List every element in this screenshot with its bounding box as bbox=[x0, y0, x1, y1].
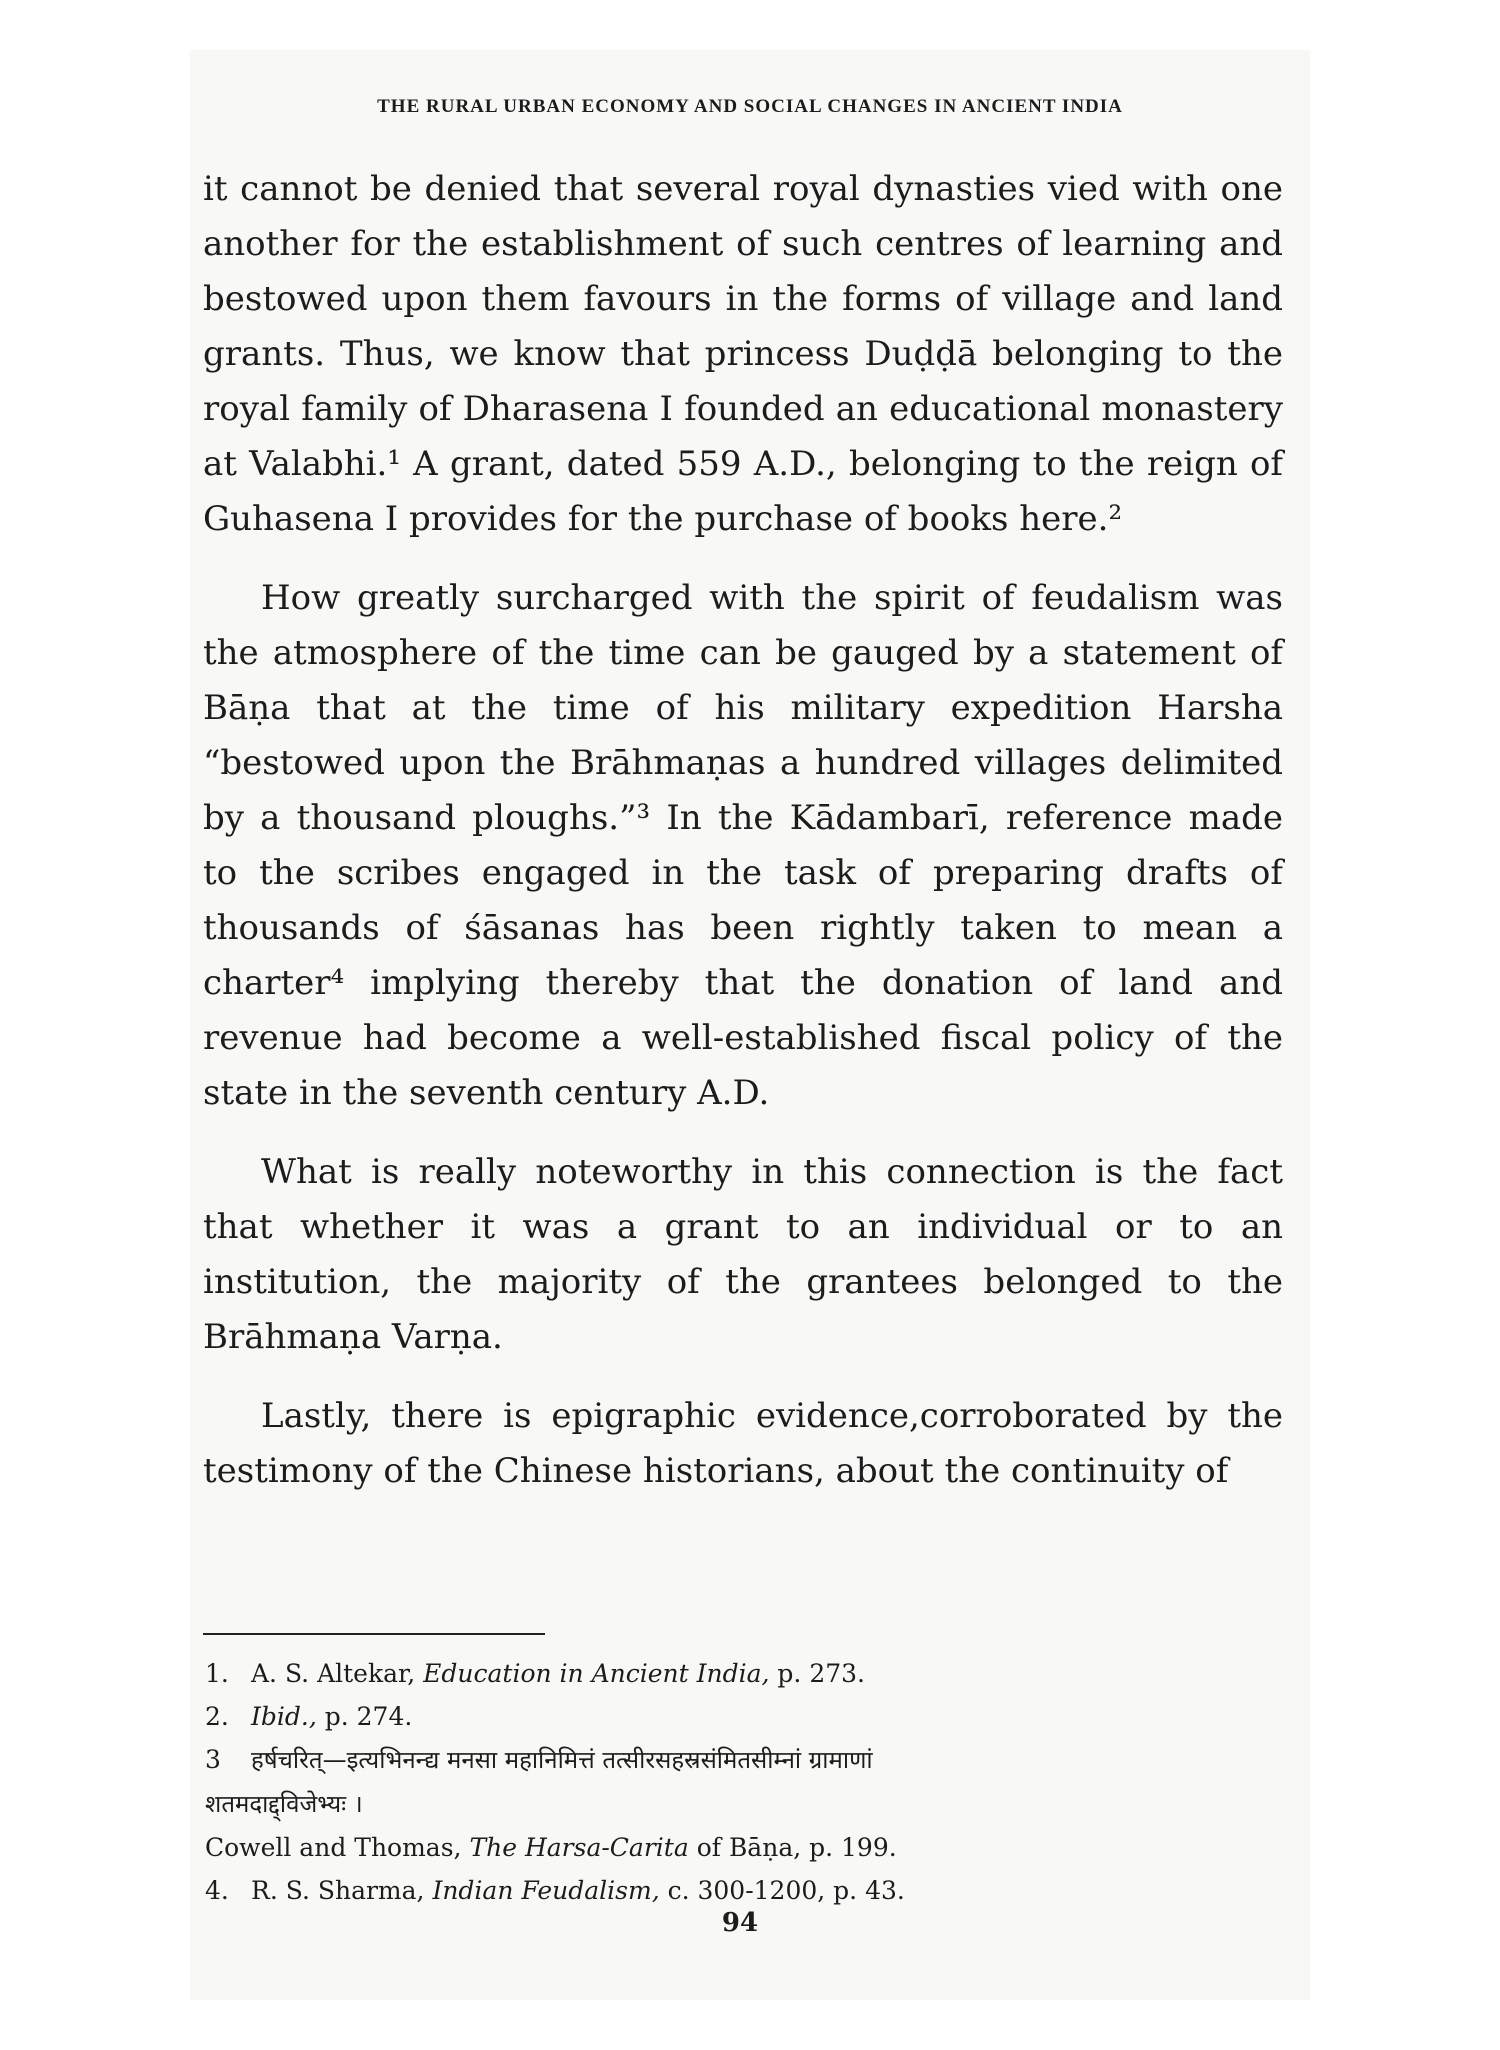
footnote-detail: c. 300-1200, p. 43. bbox=[667, 1876, 905, 1905]
footnote-author: R. S. Sharma, bbox=[251, 1876, 425, 1905]
footnote-1 bbox=[205, 1652, 1265, 1695]
footnote-detail: of Bāṇa, p. 199. bbox=[696, 1833, 897, 1862]
body-text bbox=[203, 162, 1283, 1499]
footnote-divider bbox=[203, 1633, 545, 1635]
paragraph-1: it cannot be denied that several royal dynasties vied with one another for the establishment of such centres of learning and bestowed upon them favours in the forms of village and land grants. Thus, we know that princess Duḍḍā belonging to the royal family of Dharasena I founded an educational monastery at Valabhi.¹ A grant, dated 559 A.D., belonging to the reign of Guhasena I provides for the purchase of books here.² bbox=[203, 169, 1283, 539]
footnote-number: 1. bbox=[205, 1659, 229, 1688]
paragraph-3: What is really noteworthy in this connection is the fact that whether it was a grant to an individual or to an institution, the majority of the grantees belonged to the Brāhmaṇa Varṇa. bbox=[203, 1152, 1283, 1357]
footnote-3 bbox=[205, 1738, 1265, 1782]
footnotes bbox=[205, 1652, 1265, 1912]
page-number: 94 bbox=[721, 1908, 759, 1938]
book-page bbox=[190, 50, 1310, 2000]
footnote-author: Cowell and Thomas, bbox=[205, 1833, 462, 1862]
footnote-3-continuation bbox=[205, 1782, 1265, 1826]
footnote-author: A. S. Altekar, bbox=[251, 1659, 416, 1688]
footnote-number: 2. bbox=[205, 1702, 229, 1731]
paragraph-2: How greatly surcharged with the spirit of feudalism was the atmosphere of the time can be gauged by a statement of Bāṇa that at the time of his military expedition Harsha “bestowed upon the Brāhmaṇas a hundred villages delimited by a thousand ploughs.”³ In the Kādambarī, reference made to the scribes engaged in the task of preparing drafts of thousands of śāsanas has been rightly taken to mean a charter⁴ implying thereby that the donation of land and revenue had become a well-established fiscal policy of the state in the seventh century A.D. bbox=[203, 578, 1283, 1113]
footnote-sanskrit-line-2: शतमदाद्द्विजेभ्यः । bbox=[205, 1790, 363, 1818]
running-head: THE RURAL URBAN ECONOMY AND SOCIAL CHANGES IN ANCIENT INDIA bbox=[377, 96, 1123, 117]
footnote-4 bbox=[205, 1869, 1265, 1912]
footnote-sanskrit-line-1: हर्षचरित्—इत्यभिनन्द्य मनसा महानिमित्तं तत्सीरसहस्रसंमितसीम्नां ग्रामाणां bbox=[251, 1746, 873, 1774]
footnote-detail: p. 273. bbox=[777, 1659, 865, 1688]
footnote-title: Indian Feudalism, bbox=[432, 1876, 660, 1905]
footnote-title: Education in Ancient India, bbox=[423, 1659, 770, 1688]
footnote-2 bbox=[205, 1695, 1265, 1738]
footnote-title: Ibid., bbox=[251, 1702, 317, 1731]
footnote-number: 4. bbox=[205, 1876, 229, 1905]
footnote-title: The Harsa-Carita bbox=[469, 1833, 689, 1862]
paragraph-4: Lastly, there is epigraphic evidence,corroborated by the testimony of the Chinese historians, about the continuity of bbox=[203, 1396, 1283, 1491]
footnote-number: 3 bbox=[205, 1745, 221, 1774]
footnote-3-reference bbox=[205, 1826, 1265, 1869]
footnote-detail: p. 274. bbox=[324, 1702, 413, 1731]
